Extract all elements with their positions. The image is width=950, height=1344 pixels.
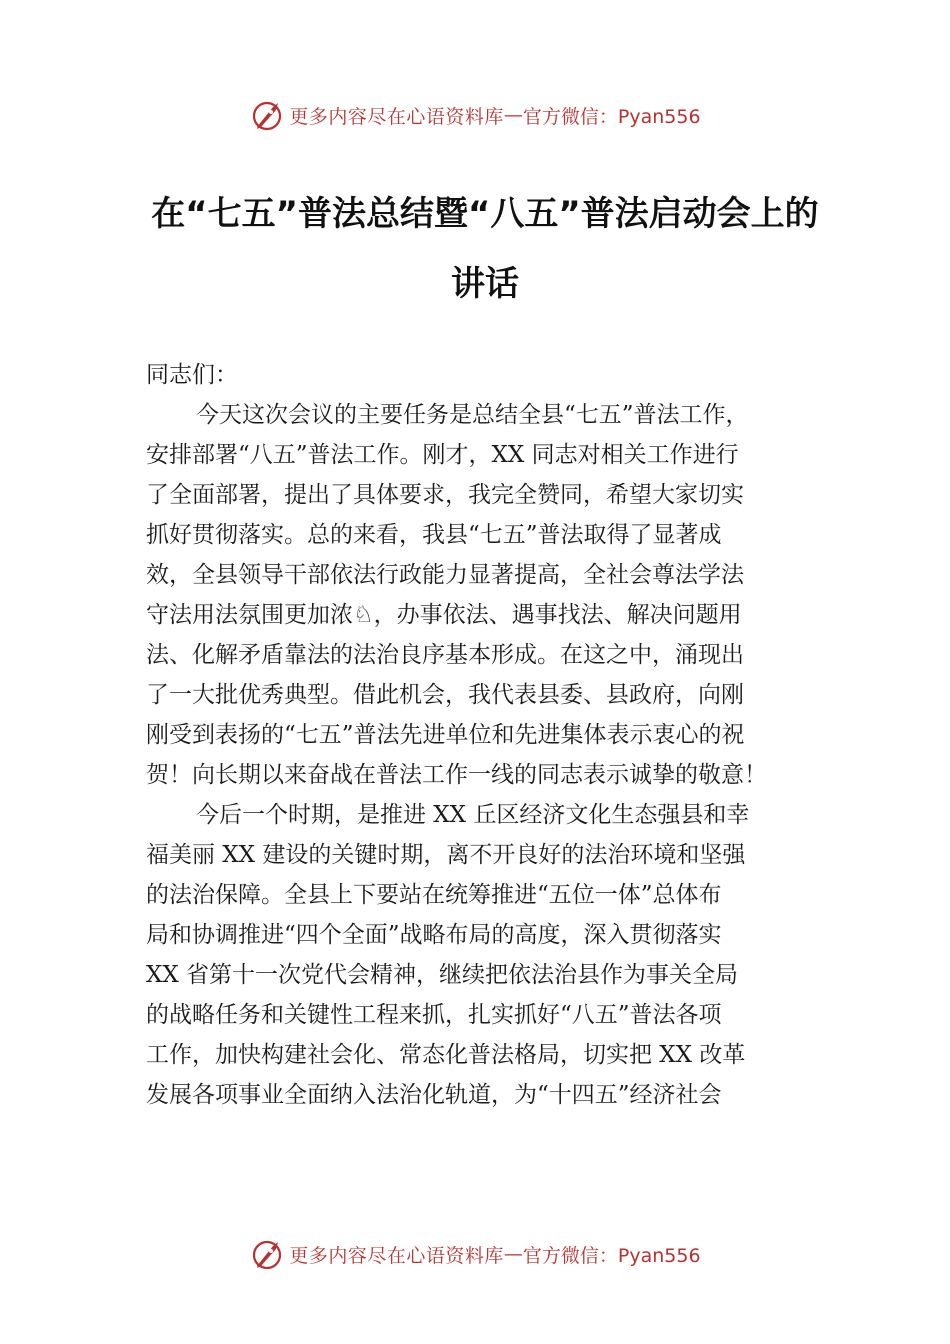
header-banner-separator: —	[503, 104, 523, 126]
footer-banner-text: 更多内容尽在心语资料库	[289, 1244, 504, 1267]
paragraph-line: 守法用法氛围更加浓♘，办事依法、遇事找法、解决问题用	[146, 602, 742, 628]
paragraph-line: 抓好贯彻落实。总的来看，我县“七五”普法取得了显著成	[146, 522, 722, 548]
footer-banner-contact: 官方微信：Pyan556	[522, 1244, 701, 1267]
paragraph-line: 福美丽 XX 建设的关键时期，离不开良好的法治环境和坚强	[146, 842, 746, 868]
header-watermark-banner	[0, 95, 950, 135]
pen-nib-logo-icon	[249, 97, 285, 133]
paragraph-line: 安排部署“八五”普法工作。刚才，XX 同志对相关工作进行	[146, 442, 739, 468]
header-banner-contact: 官方微信：Pyan556	[522, 105, 701, 128]
paragraph-line: 了一大批优秀典型。借此机会，我代表县委、县政府，向刚	[146, 682, 744, 708]
footer-watermark-banner	[0, 1234, 950, 1274]
footer-banner-separator: —	[503, 1243, 523, 1265]
paragraph-line: 的法治保障。全县上下要站在统筹推进“五位一体”总体布	[146, 882, 722, 908]
salutation: 同志们：	[146, 362, 238, 388]
header-banner-text: 更多内容尽在心语资料库	[289, 105, 504, 128]
paragraph-line: 法、化解矛盾靠法的法治良序基本形成。在这之中，涌现出	[146, 642, 744, 668]
paragraph-line: 刚受到表扬的“七五”普法先进单位和先进集体表示衷心的祝	[146, 722, 745, 748]
paragraph-line: 工作，加快构建社会化、常态化普法格局，切实把 XX 改革	[146, 1042, 746, 1068]
document-title-line-1: 在“七五”普法总结暨“八五”普法启动会上的	[151, 194, 819, 234]
paragraph-line: 发展各项事业全面纳入法治化轨道，为“十四五”经济社会	[146, 1082, 722, 1108]
paragraph-line: 今天这次会议的主要任务是总结全县“七五”普法工作，	[196, 402, 749, 428]
paragraph-line: 贺！向长期以来奋战在普法工作一线的同志表示诚挚的敬意！	[146, 762, 767, 788]
paragraph-line: 了全面部署，提出了具体要求，我完全赞同，希望大家切实	[146, 482, 744, 508]
paragraph-line: 效，全县领导干部依法行政能力显著提高，全社会尊法学法	[146, 562, 744, 588]
paragraph-line: XX 省第十一次党代会精神，继续把依法治县作为事关全局	[146, 962, 739, 988]
document-title-line-2: 讲话	[451, 264, 519, 304]
paragraph-line: 今后一个时期，是推进 XX 丘区经济文化生态强县和幸	[196, 802, 750, 828]
paragraph-line: 局和协调推进“四个全面”战略布局的高度，深入贯彻落实	[146, 922, 722, 948]
paragraph-line: 的战略任务和关键性工程来抓，扎实抓好“八五”普法各项	[146, 1002, 722, 1028]
pen-nib-logo-icon	[249, 1236, 285, 1272]
